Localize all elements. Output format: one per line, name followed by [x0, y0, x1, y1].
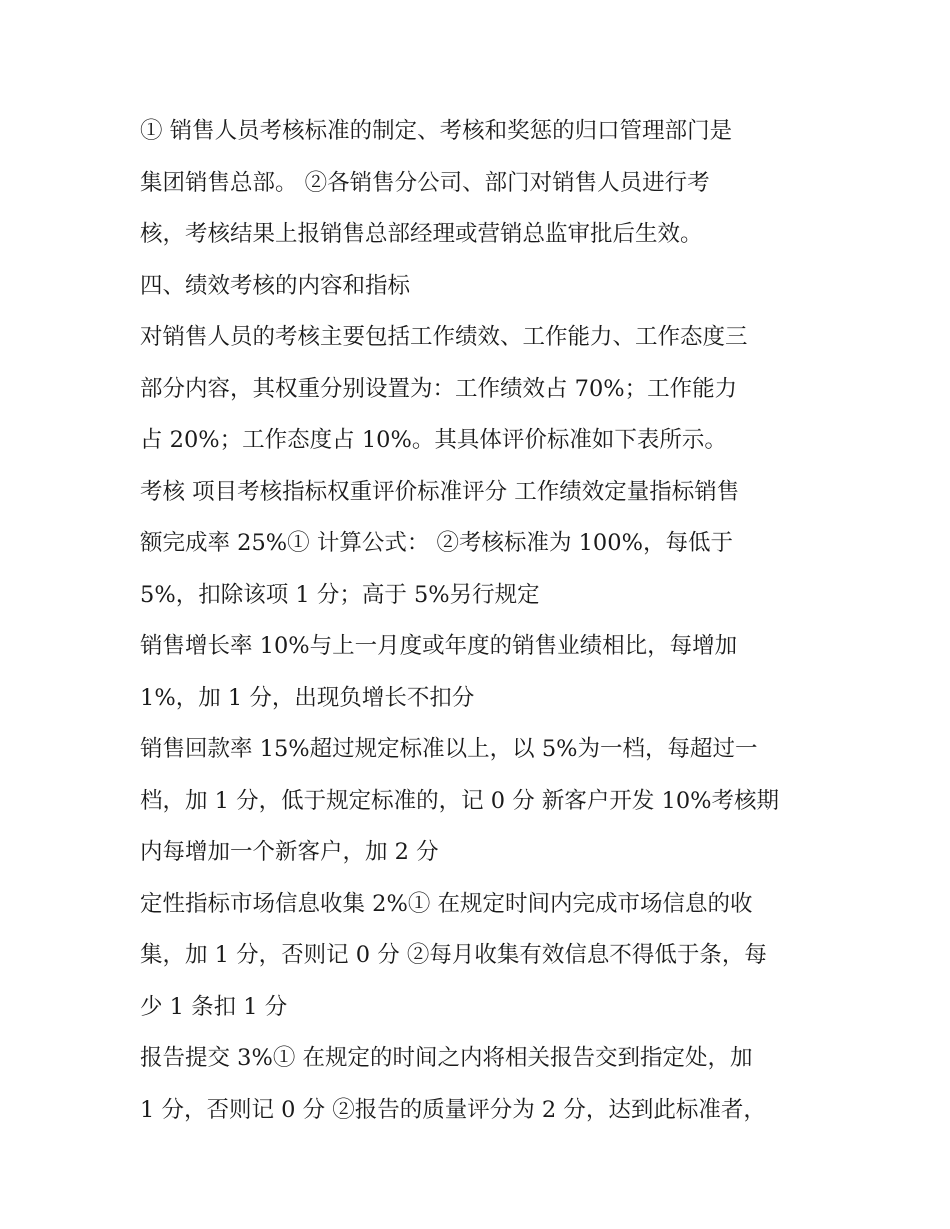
- paragraph-market-info: [140, 879, 830, 1034]
- text-line: 档，加 1 分，低于规定标准的，记 0 分 新客户开发 10%考核期: [140, 787, 780, 814]
- text-line: ① 销售人员考核标准的制定、考核和奖惩的归口管理部门是: [140, 118, 733, 144]
- paragraph-management-department: [140, 106, 830, 261]
- section-heading: [140, 261, 830, 313]
- paragraph-sales-completion: [140, 467, 830, 622]
- text-line: 定性指标市场信息收集 2%① 在规定时间内完成市场信息的收: [140, 890, 753, 917]
- document-body: [140, 106, 830, 1136]
- paragraph-collection-rate: [140, 724, 830, 879]
- text-line: 1 分，否则记 0 分 ②报告的质量评分为 2 分，达到此标准者，: [140, 1096, 766, 1123]
- text-line: 1%，加 1 分，出现负增长不扣分: [140, 684, 475, 711]
- paragraph-report-submission: [140, 1033, 830, 1136]
- text-line: 占 20%；工作态度占 10%。其具体评价标准如下表所示。: [140, 427, 727, 453]
- text-line: 额完成率 25%① 计算公式： ②考核标准为 100%，每低于: [140, 530, 733, 556]
- paragraph-sales-growth: [140, 621, 830, 724]
- text-line: 内每增加一个新客户，加 2 分: [140, 839, 439, 865]
- heading-line: 四、绩效考核的内容和指标: [140, 272, 411, 299]
- text-line: 对销售人员的考核主要包括工作绩效、工作能力、工作态度三: [140, 324, 748, 350]
- text-line: 销售增长率 10%与上一月度或年度的销售业绩相比，每增加: [140, 633, 738, 659]
- text-line: 报告提交 3%① 在规定的时间之内将相关报告交到指定处，加: [140, 1045, 753, 1071]
- text-line: 核，考核结果上报销售总部经理或营销总监审批后生效。: [140, 221, 703, 247]
- text-line: 少 1 条扣 1 分: [140, 993, 288, 1020]
- text-line: 集团销售总部。 ②各销售分公司、部门对销售人员进行考: [140, 169, 710, 196]
- text-line: 考核 项目考核指标权重评价标准评分 工作绩效定量指标销售: [140, 478, 740, 505]
- text-line: 集，加 1 分，否则记 0 分 ②每月收集有效信息不得低于条，每: [140, 942, 767, 968]
- text-line: 5%，扣除该项 1 分；高于 5%另行规定: [140, 581, 540, 608]
- paragraph-weights: [140, 312, 830, 467]
- text-line: 销售回款率 15%超过规定标准以上，以 5%为一档，每超过一: [140, 736, 758, 762]
- text-line: 部分内容，其权重分别设置为：工作绩效占 70%；工作能力: [140, 375, 738, 402]
